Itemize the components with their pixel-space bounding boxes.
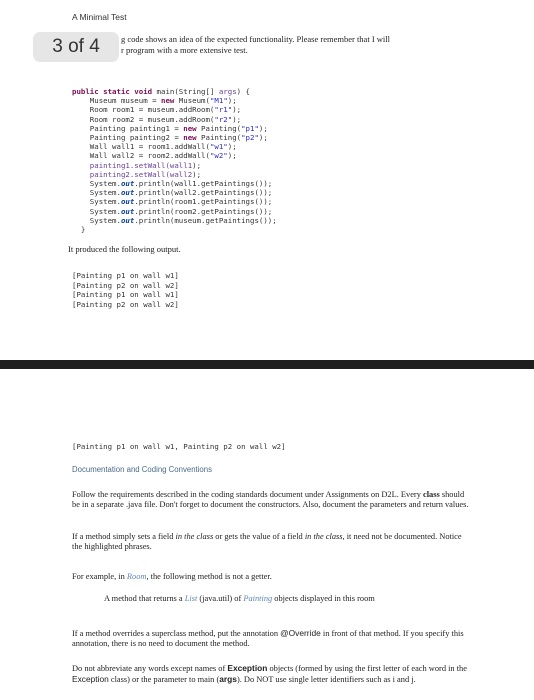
code-string: "p2"	[241, 133, 259, 143]
para-bold: class	[422, 490, 440, 499]
para-code-ref: Painting	[243, 594, 273, 603]
para-text: A method that returns a	[104, 594, 185, 603]
code-keyword: new	[183, 133, 197, 143]
code-text: );	[232, 105, 242, 115]
code-text: );	[192, 160, 202, 170]
paragraph-abbreviation	[72, 663, 472, 686]
code-text: .println(museum.getPaintings());	[134, 215, 277, 225]
code-field: out	[120, 215, 135, 225]
code-text: Museum museum =	[72, 96, 161, 106]
output-line: [Painting p2 on wall w2]	[72, 299, 179, 309]
code-var: wall1	[169, 160, 193, 170]
code-var: painting2.setWall(	[72, 169, 170, 179]
intro-line-2: r program with a more extensive test.	[121, 45, 248, 55]
code-string: "r2"	[214, 114, 233, 124]
para-text: , the following method is not a getter.	[146, 572, 272, 581]
code-keyword: new	[183, 123, 197, 133]
output-final-line: [Painting p1 on wall w1, Painting p2 on wall w2]	[72, 442, 286, 451]
para-text: Do not abbreviate any words except names of	[72, 664, 228, 673]
para-text: Follow the requirements described in the coding standards document under Assignments on D2L. Every	[72, 490, 423, 499]
code-text: Museum(	[174, 96, 210, 106]
code-text: main(String[]	[152, 87, 219, 96]
document-title: A Minimal Test	[72, 12, 127, 22]
paragraph-setters-getters	[72, 532, 472, 553]
code-text: Painting(	[196, 133, 242, 143]
para-text: in front of that method. If you specify this annotation, there is no need to document the method.	[72, 629, 464, 649]
code-string: "w1"	[209, 142, 228, 152]
code-string: "r1"	[214, 105, 233, 115]
intro-line-1: g code shows an idea of the expected functionality. Please remember that I will	[121, 34, 390, 44]
code-text: Room room1 = museum.addRoom(	[72, 105, 215, 115]
code-text: System.	[72, 197, 121, 207]
intro-text	[121, 34, 390, 56]
code-text: );	[258, 133, 268, 143]
para-text: class) or the parameter to main (	[108, 675, 220, 685]
code-text: Room room2 = museum.addRoom(	[72, 114, 215, 124]
para-italic: in the class	[304, 532, 343, 541]
para-text: (java.util) of	[197, 594, 244, 603]
paragraph-follow-requirements	[72, 490, 472, 511]
code-text: .println(wall2.getPaintings());	[134, 188, 273, 198]
code-var: painting1.setWall(	[72, 160, 170, 170]
code-text: System.	[72, 206, 121, 216]
code-text: }	[72, 225, 86, 235]
produced-output-text: It produced the following output.	[68, 244, 181, 254]
code-text: System.	[72, 215, 121, 225]
code-text: ) {	[236, 87, 251, 96]
page-counter-badge: 3 of 4	[33, 32, 119, 62]
code-text: Painting painting2 =	[72, 133, 184, 143]
code-var: wall2	[169, 169, 193, 179]
code-text: .println(room2.getPaintings());	[134, 206, 273, 216]
paragraph-method-description	[104, 594, 504, 604]
code-text: );	[227, 151, 237, 161]
para-code-ref: List	[184, 594, 198, 603]
para-text: ). Do NOT use single letter identifiers such as i and j.	[236, 675, 416, 685]
output-line: [Painting p1 on wall w1]	[72, 271, 179, 280]
output-block	[72, 271, 179, 309]
code-text: Painting(	[196, 123, 242, 133]
code-string: "p1"	[241, 123, 259, 133]
para-text: For example, in	[72, 572, 127, 581]
code-field: out	[120, 206, 135, 216]
code-keyword: new	[161, 96, 175, 106]
code-text: );	[227, 96, 237, 106]
code-text: Wall wall2 = room2.addWall(	[72, 151, 210, 161]
para-text: should be in a separate .java file. Don't forget to document the constructors. Also, document the parameters and return values.	[72, 490, 469, 510]
code-text: .println(wall1.getPaintings());	[134, 179, 273, 189]
code-var: args	[218, 87, 237, 96]
page-separator	[0, 360, 534, 369]
para-code-ref: Room	[126, 572, 147, 581]
code-block-main	[72, 87, 277, 234]
para-text: If a method simply sets a field	[72, 532, 176, 541]
para-annotation: @Override	[280, 628, 321, 638]
code-text: );	[258, 123, 268, 133]
paragraph-override	[72, 628, 472, 650]
paragraph-example	[72, 572, 472, 582]
code-keyword: public static void	[72, 87, 153, 96]
section-heading: Documentation and Coding Conventions	[72, 465, 213, 474]
para-bold: args	[219, 674, 237, 685]
output-line: [Painting p2 on wall w2]	[72, 280, 179, 290]
para-bold: Exception	[227, 663, 268, 673]
para-italic: in the class	[175, 532, 214, 541]
output-line: [Painting p1 on wall w1]	[72, 290, 179, 299]
para-text: , it need not be documented. Notice the highlighted phrases.	[72, 532, 462, 552]
code-text: );	[227, 142, 237, 152]
para-text: objects (formed by using the first letter of each word in the	[267, 664, 467, 673]
para-text: If a method overrides a superclass method, put the annotation	[72, 629, 281, 638]
code-text: System.	[72, 179, 121, 189]
code-string: "w2"	[209, 151, 228, 161]
para-term: Exception	[72, 674, 109, 685]
code-text: Painting painting1 =	[72, 123, 184, 133]
code-text: System.	[72, 188, 121, 198]
para-text: objects displayed in this room	[272, 594, 375, 603]
code-text: );	[192, 169, 202, 179]
code-field: out	[120, 179, 135, 189]
code-text: Wall wall1 = room1.addWall(	[72, 142, 210, 152]
code-field: out	[120, 188, 135, 198]
para-text: or gets the value of a field	[213, 532, 305, 541]
code-string: "M1"	[209, 96, 228, 106]
code-text: .println(room1.getPaintings());	[134, 197, 273, 207]
code-text: );	[232, 114, 242, 124]
code-field: out	[120, 197, 135, 207]
